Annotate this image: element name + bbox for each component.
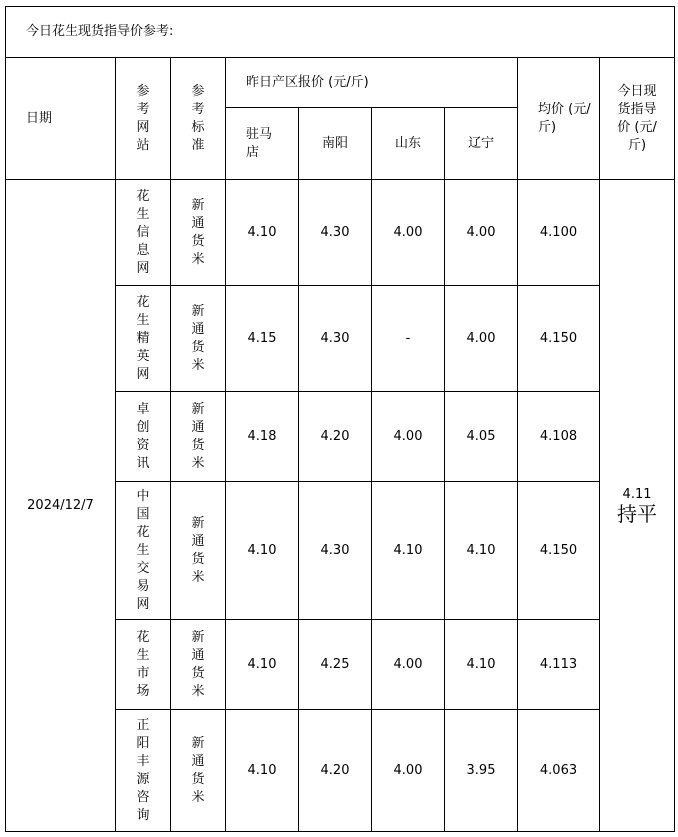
- guide-cell: [600, 180, 675, 832]
- site-cell: 卓创资讯: [116, 392, 171, 482]
- price-cell: 4.00: [445, 180, 518, 286]
- price-cell: 4.20: [299, 392, 372, 482]
- price-cell: 4.00: [372, 710, 445, 832]
- price-cell: 4.10: [226, 710, 299, 832]
- standard-cell: 新通货米: [171, 180, 226, 286]
- guide-trend: 持平: [617, 502, 658, 527]
- price-cell: 4.10: [226, 482, 299, 620]
- price-cell: 4.10: [226, 620, 299, 710]
- standard-cell: 新通货米: [171, 710, 226, 832]
- avg-cell: 4.150: [518, 286, 600, 392]
- price-cell: 4.18: [226, 392, 299, 482]
- header-site: 参考网站: [116, 58, 171, 180]
- price-cell: 4.00: [445, 286, 518, 392]
- price-cell: 4.30: [299, 286, 372, 392]
- price-cell: 4.00: [372, 620, 445, 710]
- avg-cell: 4.100: [518, 180, 600, 286]
- header-region: 驻马店: [226, 108, 299, 180]
- price-cell: 4.10: [226, 180, 299, 286]
- price-cell: 4.20: [299, 710, 372, 832]
- site-cell: 花生市场: [116, 620, 171, 710]
- avg-cell: 4.108: [518, 392, 600, 482]
- price-cell: 3.95: [445, 710, 518, 832]
- table-row: [6, 180, 675, 286]
- header-guide: 今日现货指导价 (元/斤): [600, 58, 675, 180]
- header-region: 山东: [372, 108, 445, 180]
- site-cell: 花生信息网: [116, 180, 171, 286]
- price-cell: 4.30: [299, 180, 372, 286]
- table-title: 今日花生现货指导价参考:: [6, 7, 675, 58]
- price-cell: 4.05: [445, 392, 518, 482]
- header-avg: 均价 (元/斤): [518, 58, 600, 180]
- site-cell: 花生精英网: [116, 286, 171, 392]
- price-cell: 4.00: [372, 180, 445, 286]
- header-region: 南阳: [299, 108, 372, 180]
- price-cell: 4.10: [372, 482, 445, 620]
- price-cell: 4.30: [299, 482, 372, 620]
- standard-cell: 新通货米: [171, 482, 226, 620]
- price-table: [5, 6, 675, 832]
- site-cell: 中国花生交易网: [116, 482, 171, 620]
- avg-cell: 4.063: [518, 710, 600, 832]
- header-region: 辽宁: [445, 108, 518, 180]
- header-yesterday: 昨日产区报价 (元/斤): [226, 58, 518, 108]
- price-cell: 4.00: [372, 392, 445, 482]
- header-standard: 参考标准: [171, 58, 226, 180]
- price-cell: 4.25: [299, 620, 372, 710]
- header-date: 日期: [6, 58, 116, 180]
- price-cell: 4.15: [226, 286, 299, 392]
- price-cell: 4.10: [445, 482, 518, 620]
- standard-cell: 新通货米: [171, 286, 226, 392]
- avg-cell: 4.150: [518, 482, 600, 620]
- standard-cell: 新通货米: [171, 392, 226, 482]
- avg-cell: 4.113: [518, 620, 600, 710]
- price-cell: -: [372, 286, 445, 392]
- date-cell: 2024/12/7: [6, 180, 116, 832]
- price-cell: 4.10: [445, 620, 518, 710]
- guide-value: 4.11: [622, 486, 652, 502]
- standard-cell: 新通货米: [171, 620, 226, 710]
- site-cell: 正阳丰源咨询: [116, 710, 171, 832]
